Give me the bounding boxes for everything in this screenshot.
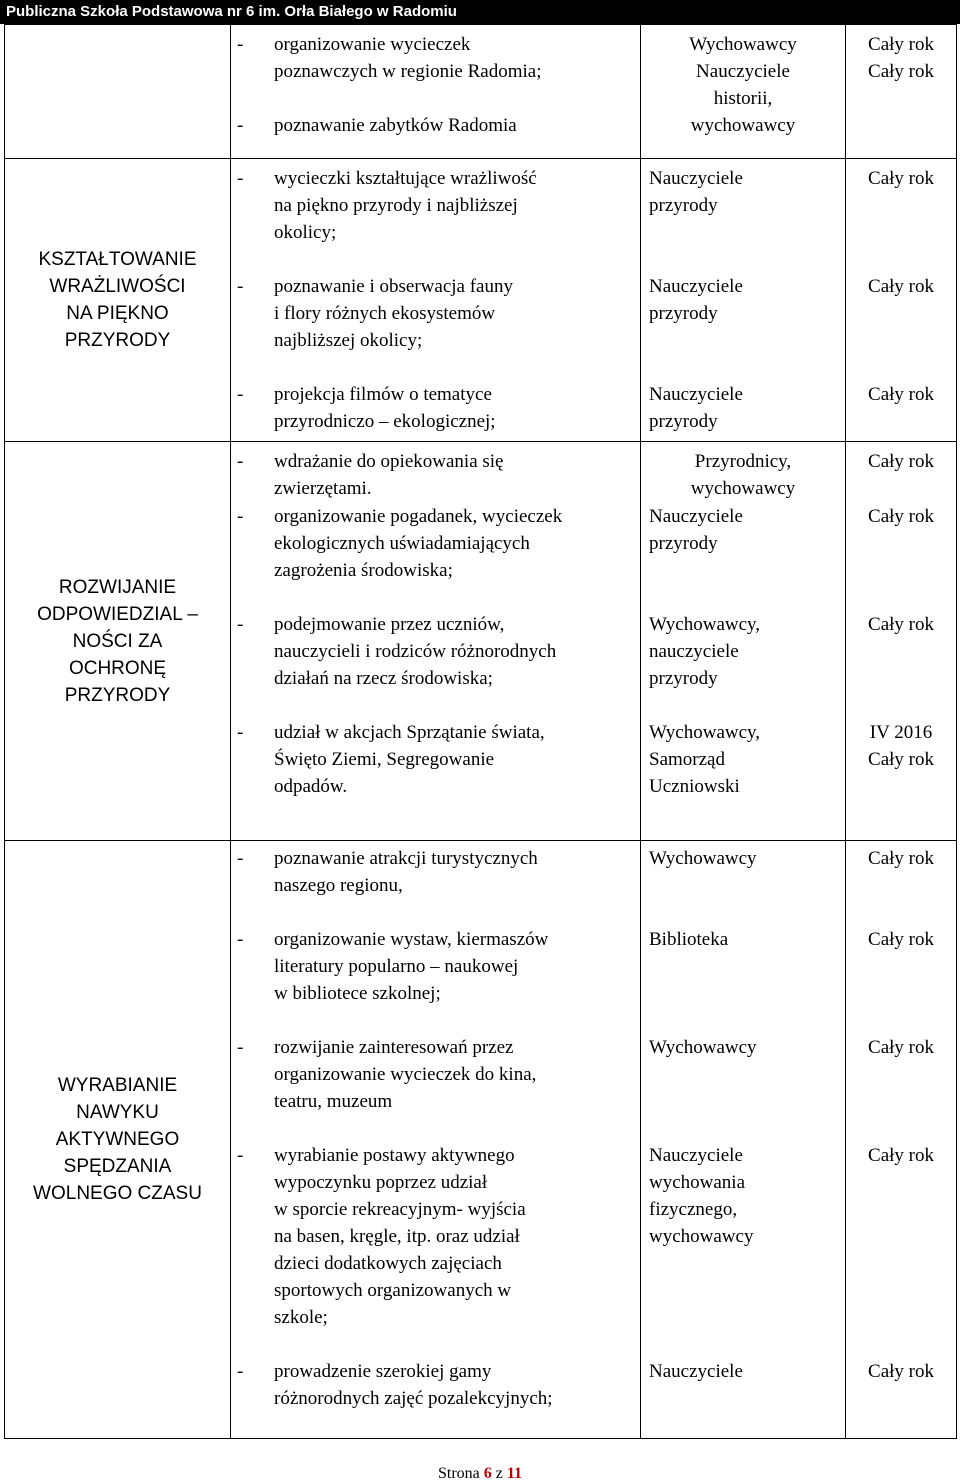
responsible-text: Wychowawcy	[649, 1037, 757, 1058]
table-row	[5, 25, 957, 159]
category-cell: ROZWIJANIE ODPOWIEDZIAL – NOŚCI ZA OCHRONĘ PRZYRODY	[5, 442, 231, 841]
time-text: Cały rok	[868, 168, 934, 189]
time-text: Cały rok	[868, 1145, 934, 1166]
responsible-text: Nauczyciele przyrody	[649, 276, 743, 324]
time-text: Cały rok	[868, 276, 934, 297]
activity-item: - projekcja filmów o tematyce przyrodniczo – ekologicznej;	[237, 384, 496, 432]
activity-item: - poznawanie atrakcji turystycznych naszego regionu,	[237, 848, 538, 896]
responsible-text: Wychowawcy, nauczyciele przyrody	[649, 614, 761, 689]
time-text: Cały rok	[868, 451, 934, 472]
responsible-text: Biblioteka	[649, 929, 729, 950]
activities-cell	[231, 442, 641, 841]
responsible-text: Przyrodnicy, wychowawcy	[690, 451, 796, 499]
activities-cell	[231, 841, 641, 1439]
time-text: Cały rok	[868, 929, 934, 950]
time-text: IV 2016 Cały rok	[868, 722, 934, 770]
time-cell	[846, 159, 957, 442]
activity-item: - poznawanie i obserwacja fauny i flory różnych ekosystemów najbliższej okolicy;	[237, 276, 513, 351]
table-row	[5, 159, 957, 442]
table-row	[5, 442, 957, 841]
activity-item: - rozwijanie zainteresowań przez organizowanie wycieczek do kina, teatru, muzeum	[237, 1037, 537, 1112]
responsible-cell	[641, 159, 846, 442]
page-footer	[0, 1465, 960, 1483]
activities-cell	[231, 159, 641, 442]
time-text: Cały rok	[868, 1037, 934, 1058]
responsible-text: Nauczyciele przyrody	[649, 506, 743, 554]
activity-item: - wycieczki kształtujące wrażliwość na piękno przyrody i najbliższej okolicy;	[237, 168, 537, 243]
activity-item: - udział w akcjach Sprzątanie świata, Święto Ziemi, Segregowanie odpadów.	[237, 722, 545, 797]
time-cell	[846, 442, 957, 841]
responsible-cell	[641, 442, 846, 841]
activities-cell	[231, 25, 641, 159]
activity-item: - organizowanie pogadanek, wycieczek ekologicznych uświadamiających zagrożenia środowiska;	[237, 506, 563, 581]
responsible-text: Nauczyciele przyrody	[649, 168, 743, 216]
activity-item: - wyrabianie postawy aktywnego wypoczynku poprzez udział w sporcie rekreacyjnym- wyjścia na basen, kręgle, itp. oraz udział dzieci dodatkowych zajęciach sportowych organizowanych w szkole;	[237, 1145, 526, 1328]
time-cell	[846, 25, 957, 159]
plan-table	[4, 24, 957, 1439]
responsible-cell	[641, 841, 846, 1439]
document-header	[0, 0, 960, 24]
responsible-text: Nauczyciele przyrody	[649, 384, 743, 432]
category-cell: WYRABIANIE NAWYKU AKTYWNEGO SPĘDZANIA WOLNEGO CZASU	[5, 841, 231, 1439]
footer-page-total: 11	[506, 1465, 522, 1482]
activity-item: - wdrażanie do opiekowania się zwierzętami.	[237, 451, 504, 499]
responsible-text: Wychowawcy	[649, 848, 757, 869]
time-text: Cały rok	[868, 614, 934, 635]
footer-separator: z	[495, 1465, 503, 1482]
activity-item: - poznawanie zabytków Radomia	[237, 115, 517, 136]
footer-prefix: Strona	[437, 1465, 480, 1482]
responsible-text: Nauczyciele wychowania fizycznego, wychowawcy	[649, 1145, 754, 1247]
time-text: Cały rok	[868, 1361, 934, 1382]
responsible-text: Nauczyciele	[649, 1361, 743, 1382]
activity-item: - prowadzenie szerokiej gamy różnorodnych zajęć pozalekcyjnych;	[237, 1361, 553, 1409]
time-cell	[846, 841, 957, 1439]
time-text: Cały rok	[868, 506, 934, 527]
activity-item: - organizowanie wystaw, kiermaszów literatury popularno – naukowej w bibliotece szkolnej;	[237, 929, 549, 1004]
time-text: Cały rok	[868, 848, 934, 869]
category-cell	[5, 25, 231, 159]
activity-item: - organizowanie wycieczek poznawczych w regionie Radomia;	[237, 34, 542, 82]
responsible-text: Wychowawcy, Samorząd Uczniowski	[649, 722, 761, 797]
activity-item: - podejmowanie przez uczniów, nauczycieli i rodziców różnorodnych działań na rzecz środowiska;	[237, 614, 557, 689]
time-text: Cały rok	[868, 384, 934, 405]
table-row	[5, 841, 957, 1439]
time-text: Cały rok Cały rok	[868, 34, 934, 82]
category-cell: KSZTAŁTOWANIE WRAŻLIWOŚCI NA PIĘKNO PRZYRODY	[5, 159, 231, 442]
header-title: Publiczna Szkoła Podstawowa nr 6 im. Orła Białego w Radomiu	[6, 3, 457, 20]
responsible-cell	[641, 25, 846, 159]
footer-page-number: 6	[483, 1465, 492, 1482]
responsible-text: Wychowawcy Nauczyciele historii, wychowawcy	[689, 34, 797, 136]
